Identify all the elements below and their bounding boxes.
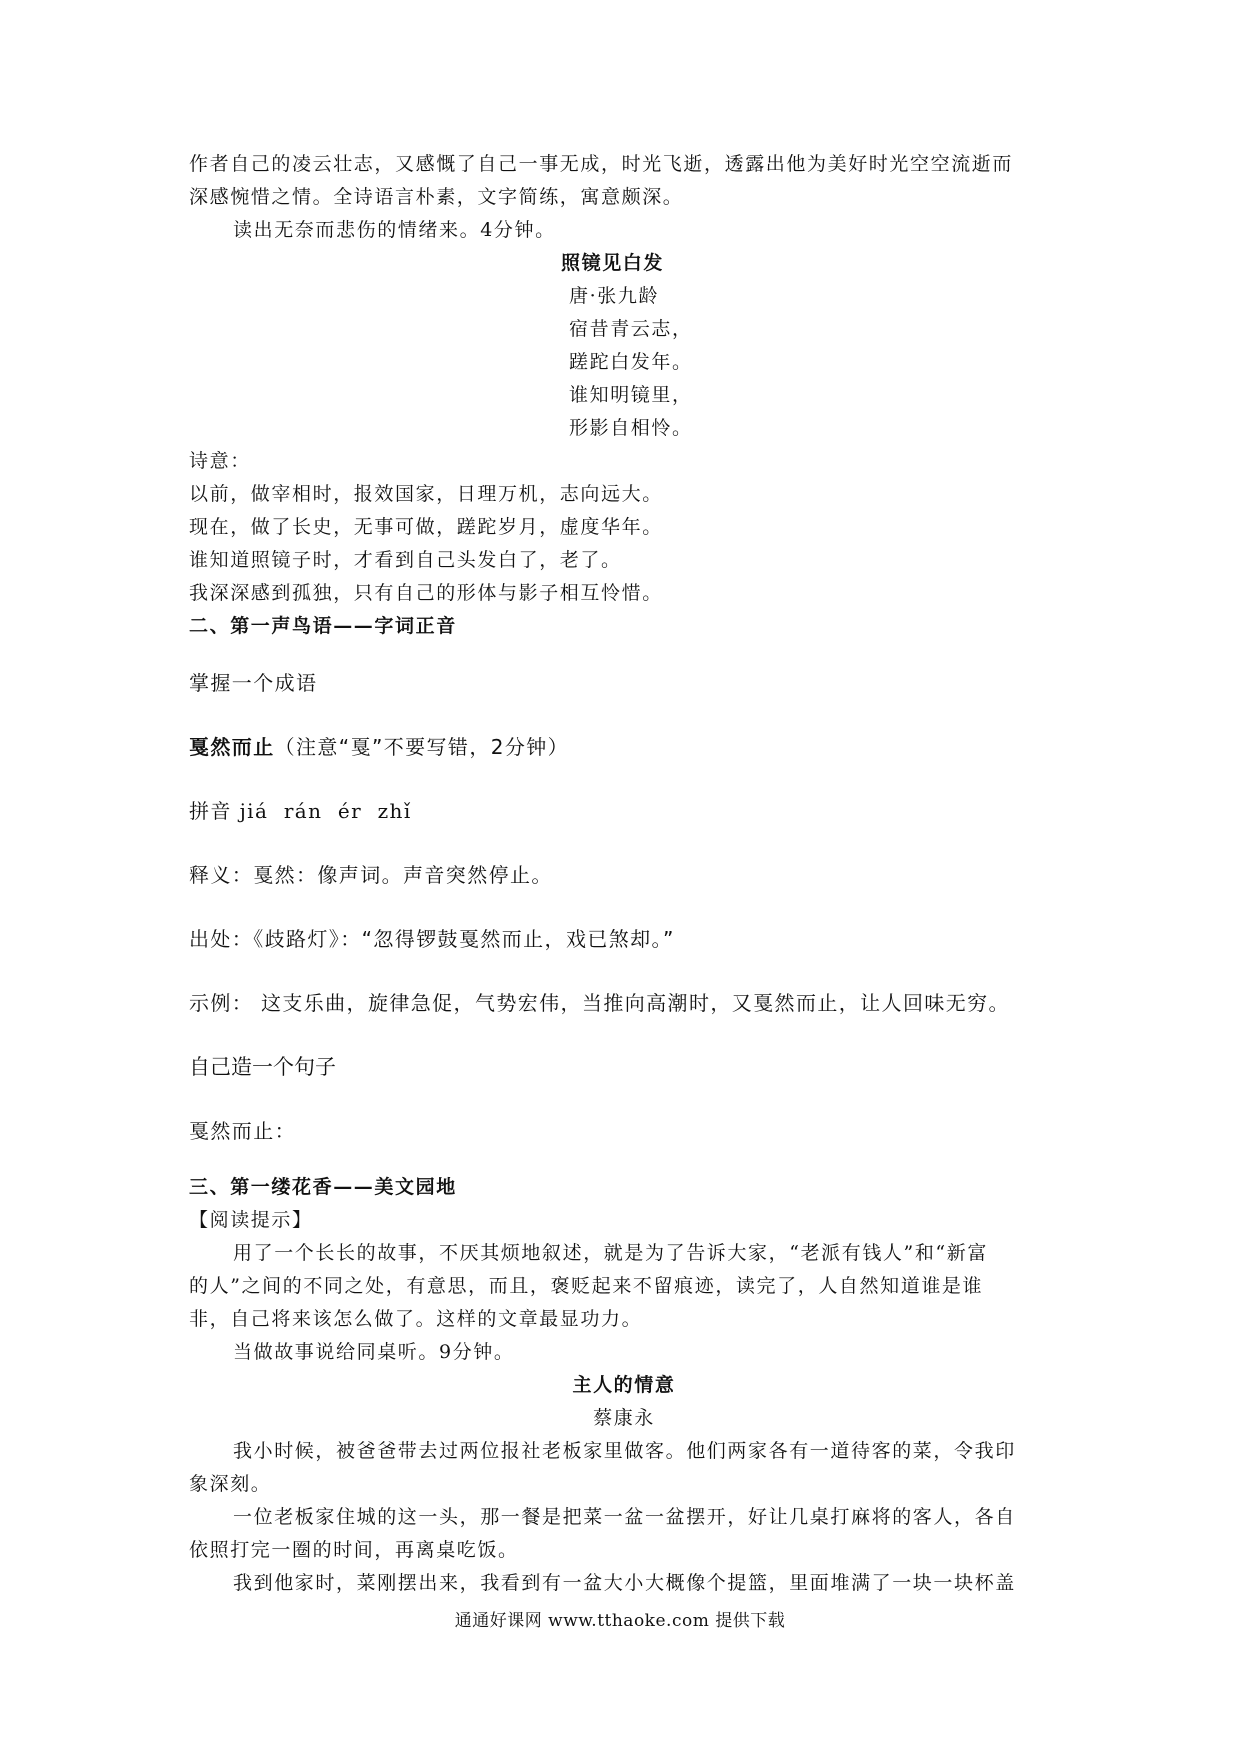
poem-title: 照镜见白发 [561,252,665,274]
poem-line: 形影自相怜。 [569,417,693,439]
idiom-line [189,731,1059,763]
intro-line: 作者自己的凌云壮志，又感慨了自己一事无成，时光飞逝，透露出他为美好时光空空流逝而 [189,153,1014,175]
example: 示例： 这支乐曲，旋律急促，气势宏伟，当推向高潮时，又戛然而止，让人回味无穷。 [189,991,1010,1015]
reading-tip-label: 【阅读提示】 [189,1209,313,1231]
section-heading: 三、第一缕花香——美文园地 [189,1176,457,1198]
reading-tip-line: 非，自己将来该怎么做了。这样的文章最显功力。 [189,1308,643,1330]
intro-instruction: 读出无奈而悲伤的情绪来。4分钟。 [233,219,556,241]
definition: 释义：戛然：像声词。声音突然停止。 [189,863,553,887]
sentence-blank: 戛然而止： [189,1119,296,1143]
make-sentence-prompt: 自己造一个句子 [189,1055,336,1079]
article-line: 我到他家时，菜刚摆出来，我看到有一盆大小大概像个提篮，里面堆满了一块一块杯盖 [233,1572,1016,1594]
poem-line: 蹉跎白发年。 [569,351,693,373]
meaning-label: 诗意： [189,450,251,472]
article-line: 一位老板家住城的这一头，那一餐是把菜一盆一盆摆开，好让几桌打麻将的客人，各自 [233,1506,1016,1528]
source: 出处：《歧路灯》：“忽得锣鼓戛然而止，戏已煞却。” [189,927,675,951]
reading-tip-line: 的人”之间的不同之处，有意思，而且，褒贬起来不留痕迹，读完了，人自然知道谁是谁 [189,1275,984,1297]
meaning-line: 现在，做了长史，无事可做，蹉跎岁月，虚度华年。 [189,516,663,538]
reading-tip-line: 用了一个长长的故事，不厌其烦地叙述，就是为了告诉大家，“老派有钱人”和“新富 [233,1242,988,1264]
article-line: 依照打完一圈的时间，再离桌吃饭。 [189,1539,519,1561]
meaning-line: 以前，做宰相时，报效国家，日理万机，志向远大。 [189,483,663,505]
idiom: 戛然而止 [189,735,275,759]
meaning-line: 我深深感到孤独，只有自己的形体与影子相互怜惜。 [189,582,663,604]
section-instruction: 当做故事说给同桌听。9分钟。 [233,1341,515,1363]
idiom-note: （注意“戛”不要写错，2分钟） [274,735,570,759]
pinyin-label: 拼音 [189,799,232,823]
poem-author: 唐·张九龄 [569,285,660,307]
pinyin: jiá rán ér zhǐ [239,799,412,823]
poem-line: 宿昔青云志， [569,318,693,340]
meaning-line: 谁知道照镜子时，才看到自己头发白了，老了。 [189,549,622,571]
section-heading: 二、第一声鸟语——字词正音 [189,615,457,637]
document-body [189,148,1059,1600]
intro-line: 深感惋惜之情。全诗语言朴素，文字简练，寓意颇深。 [189,186,684,208]
article-line: 象深刻。 [189,1473,272,1495]
pinyin-line [189,795,1059,827]
article-title: 主人的情意 [572,1374,676,1396]
article-line: 我小时候，被爸爸带去过两位报社老板家里做客。他们两家各有一道待客的菜，令我印 [233,1440,1016,1462]
article-author: 蔡康永 [593,1407,655,1429]
master-idiom-label: 掌握一个成语 [189,671,318,695]
page-footer: 通通好课网 www.tthaoke.com 提供下载 [454,1611,786,1631]
poem-line: 谁知明镜里， [569,384,693,406]
